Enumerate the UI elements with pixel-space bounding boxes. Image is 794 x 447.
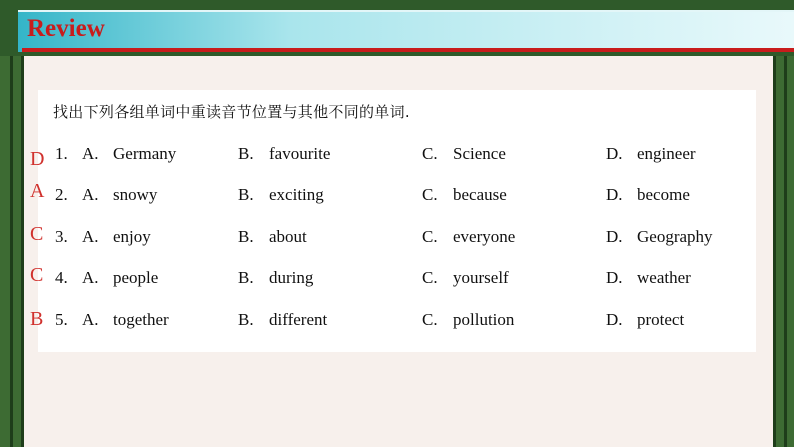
question-number: 1. <box>55 144 68 163</box>
option-word: during <box>269 268 314 287</box>
option-letter: C. <box>422 185 438 204</box>
option-letter: D. <box>606 185 623 204</box>
option-word: Germany <box>113 144 177 163</box>
option <box>82 185 157 205</box>
option <box>606 310 684 330</box>
option <box>606 268 691 288</box>
option <box>238 310 327 330</box>
answer-key: B <box>30 308 44 330</box>
option-word: exciting <box>269 185 324 204</box>
option-letter: C. <box>422 310 438 329</box>
option <box>606 185 690 205</box>
option-letter: D. <box>606 268 623 287</box>
option-letter: A. <box>82 268 99 287</box>
option-letter: D. <box>606 227 623 246</box>
option <box>238 268 313 288</box>
option <box>238 185 324 205</box>
option-letter: D. <box>606 144 623 163</box>
option-letter: A. <box>82 310 99 329</box>
question-number: 3. <box>55 227 68 246</box>
frame-stripe <box>773 56 776 447</box>
option-letter: B. <box>238 268 254 287</box>
answer-key: D <box>30 148 45 170</box>
option-word: engineer <box>637 144 696 163</box>
option-word: favourite <box>269 144 331 163</box>
option-letter: B. <box>238 310 254 329</box>
instruction-text: 找出下列各组单词中重读音节位置与其他不同的单词. <box>53 103 410 121</box>
option-letter: C. <box>422 144 438 163</box>
frame-stripe <box>784 56 787 447</box>
option-word: become <box>637 185 690 204</box>
option-word: everyone <box>453 227 516 246</box>
option <box>82 227 151 247</box>
option <box>422 185 507 205</box>
question-number: 5. <box>55 310 68 329</box>
option-word: about <box>269 227 307 246</box>
option-letter: A. <box>82 144 99 163</box>
answer-key: A <box>30 180 45 202</box>
option-word: different <box>269 310 328 329</box>
question-number: 2. <box>55 185 68 204</box>
option <box>422 310 514 330</box>
frame-stripe <box>10 56 13 447</box>
option-word: Geography <box>637 227 713 246</box>
page-title: Review <box>27 15 105 42</box>
option-letter: A. <box>82 185 99 204</box>
option-word: enjoy <box>113 227 151 246</box>
option-letter: A. <box>82 227 99 246</box>
option <box>606 144 696 164</box>
option-word: protect <box>637 310 685 329</box>
option-letter: D. <box>606 310 623 329</box>
option-letter: C. <box>422 227 438 246</box>
option-word: yourself <box>453 268 509 287</box>
option <box>238 227 307 247</box>
option <box>422 144 506 164</box>
option <box>238 144 330 164</box>
option-word: because <box>453 185 507 204</box>
frame-stripe <box>21 56 24 447</box>
option <box>82 144 176 164</box>
answer-key: C <box>30 264 44 286</box>
option-word: together <box>113 310 169 329</box>
option-letter: B. <box>238 185 254 204</box>
option-word: Science <box>453 144 506 163</box>
option <box>82 310 169 330</box>
option-word: people <box>113 268 159 287</box>
option-letter: B. <box>238 144 254 163</box>
option <box>82 268 158 288</box>
question-number: 4. <box>55 268 68 287</box>
header-underline <box>22 48 794 52</box>
option <box>422 227 515 247</box>
option-letter: C. <box>422 268 438 287</box>
option-letter: B. <box>238 227 254 246</box>
option <box>606 227 713 247</box>
option <box>422 268 509 288</box>
option-word: weather <box>637 268 691 287</box>
answer-key: C <box>30 223 44 245</box>
header-banner <box>18 10 794 52</box>
option-word: pollution <box>453 310 515 329</box>
option-word: snowy <box>113 185 158 204</box>
